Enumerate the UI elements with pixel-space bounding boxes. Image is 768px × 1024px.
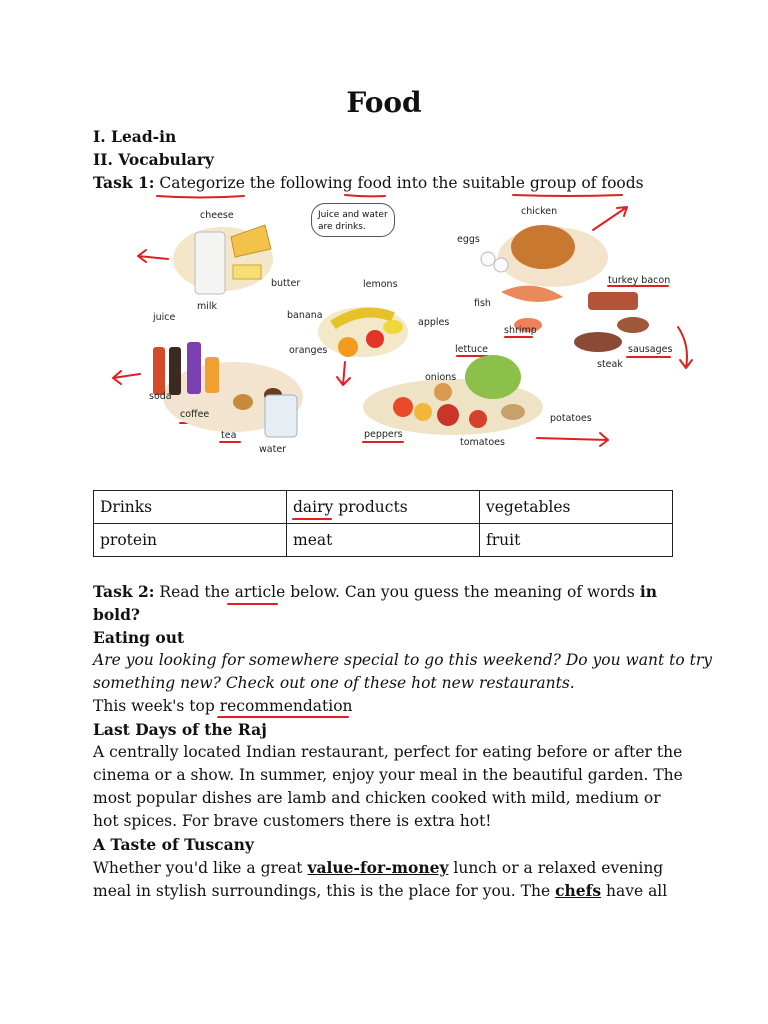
- raj-line-2: cinema or a show. In summer, enjoy your meal in the beautiful garden. The: [93, 766, 683, 784]
- label-lemons: lemons: [363, 279, 398, 290]
- label-sausages: sausages: [628, 344, 673, 355]
- top-prefix: This week's top: [93, 697, 220, 715]
- speech-bubble: Juice and water are drinks.: [311, 203, 395, 237]
- food-illustration: [93, 197, 677, 467]
- steak: [574, 332, 622, 352]
- label-cheese: cheese: [200, 210, 234, 221]
- tuscany-text-2: lunch or a relaxed evening: [448, 859, 664, 877]
- label-banana: banana: [287, 310, 323, 321]
- sausages: [617, 317, 649, 333]
- raj-line-3: most popular dishes are lamb and chicken cooked with mild, medium or: [93, 789, 661, 807]
- underline-group-of-foods: [513, 195, 622, 196]
- tea-cup: [233, 394, 253, 410]
- label-shrimp: shrimp: [504, 325, 537, 336]
- table-cell: [287, 491, 480, 524]
- juice-bottle: [153, 347, 165, 395]
- food-drawings: [93, 197, 677, 467]
- soda-bottle: [169, 347, 181, 395]
- pepper-2: [414, 403, 432, 421]
- label-fish: fish: [474, 298, 491, 309]
- lettuce: [465, 355, 521, 399]
- top-recommendation: [93, 695, 353, 718]
- tuscany-text-4: have all: [601, 882, 668, 900]
- heading-tuscany: A Taste of Tuscany: [93, 835, 254, 854]
- task1-label: Task 1:: [93, 173, 155, 192]
- heading-eating-out: Eating out: [93, 628, 185, 647]
- task1-word-categorize: Categorize: [159, 174, 245, 192]
- tuscany-text-3: meal in stylish surroundings, this is the place for you. The: [93, 882, 556, 900]
- section-vocabulary: II. Vocabulary: [93, 150, 214, 169]
- turkey-bacon: [588, 292, 638, 310]
- intro-line-1: Are you looking for somewhere special to go this weekend? Do you want to try: [93, 651, 713, 669]
- word-article: article: [234, 583, 286, 601]
- word-chefs: chefs: [555, 881, 602, 900]
- pepper: [393, 397, 413, 417]
- task1-text: the following: [244, 174, 358, 192]
- egg-2: [494, 258, 508, 272]
- table-cell: protein: [94, 524, 287, 557]
- tuscany-text: Whether you'd like a great: [93, 859, 308, 877]
- label-oranges: oranges: [289, 345, 328, 356]
- word-dairy: dairy: [293, 498, 334, 516]
- tomato: [437, 404, 459, 426]
- section-lead-in: I. Lead-in: [93, 127, 177, 146]
- tuscany-line-2: [93, 879, 667, 903]
- label-lettuce: lettuce: [455, 344, 489, 355]
- label-butter: butter: [271, 278, 301, 289]
- label-tomatoes: tomatoes: [460, 437, 505, 448]
- task2-bold-end: bold?: [93, 605, 140, 624]
- table-cell: fruit: [480, 524, 673, 557]
- lemon-fruit: [383, 320, 403, 334]
- label-juice: juice: [153, 312, 176, 323]
- word-products: products: [333, 498, 408, 516]
- potato: [501, 404, 525, 420]
- task1-word-food: food: [357, 174, 392, 192]
- label-potatoes: potatoes: [550, 413, 592, 424]
- orange-bottle: [205, 357, 219, 393]
- tuscany-line-1: [93, 856, 663, 880]
- word-in: in: [639, 582, 657, 601]
- table-cell: meat: [287, 524, 480, 557]
- label-milk: milk: [197, 301, 218, 312]
- word-recommendation: recommendation: [219, 697, 353, 715]
- milk-glass: [195, 232, 225, 294]
- page-title: Food: [346, 86, 422, 119]
- onion: [434, 383, 452, 401]
- table-row: [94, 524, 673, 557]
- orange-fruit: [338, 337, 358, 357]
- task1-word-group: group of foods: [529, 174, 644, 192]
- label-coffee: coffee: [180, 409, 210, 420]
- category-table: [93, 490, 673, 557]
- chicken: [511, 225, 575, 269]
- label-steak: steak: [597, 359, 623, 370]
- task1-instruction: [93, 171, 644, 195]
- label-soda: soda: [149, 391, 172, 402]
- label-eggs: eggs: [457, 234, 480, 245]
- task2-text: Read the: [154, 583, 235, 601]
- tomato-2: [469, 410, 487, 428]
- label-tea: tea: [221, 430, 237, 441]
- task2-instruction: [93, 580, 657, 604]
- task1-text-2: into the suitable: [391, 174, 530, 192]
- egg: [481, 252, 495, 266]
- heading-raj: Last Days of the Raj: [93, 720, 267, 739]
- task2-text-2: below. Can you guess the meaning of words: [285, 583, 640, 601]
- intro-line-2: something new? Check out one of these hot new restaurants.: [93, 674, 575, 692]
- drink-bottle: [187, 342, 201, 394]
- table-cell: vegetables: [480, 491, 673, 524]
- label-water: water: [259, 444, 287, 455]
- apple-fruit: [366, 330, 384, 348]
- label-turkey-bacon: turkey bacon: [608, 275, 671, 286]
- label-apples: apples: [418, 317, 450, 328]
- raj-line-4: hot spices. For brave customers there is extra hot!: [93, 812, 492, 830]
- label-peppers: peppers: [364, 429, 403, 440]
- butter-block: [233, 265, 261, 279]
- arrow-down-meat: [678, 327, 692, 368]
- word-value-for-money: value-for-money: [307, 858, 449, 877]
- fish: [501, 286, 563, 302]
- task2-label: Task 2:: [93, 582, 155, 601]
- label-chicken: chicken: [521, 206, 558, 217]
- water-glass: [265, 395, 297, 437]
- table-cell: Drinks: [94, 491, 287, 524]
- table-row: [94, 491, 673, 524]
- label-onions: onions: [425, 372, 457, 383]
- raj-line-1: A centrally located Indian restaurant, perfect for eating before or after the: [93, 743, 683, 761]
